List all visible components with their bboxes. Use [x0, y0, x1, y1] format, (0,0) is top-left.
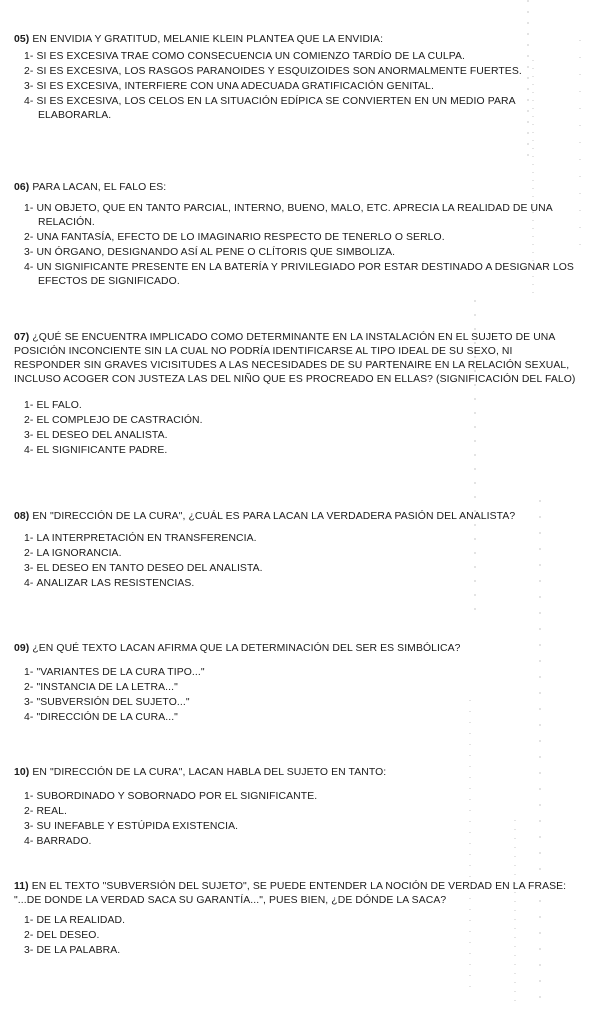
- option-text: "DIRECCIÓN DE LA CURA...": [36, 712, 178, 723]
- option-item: [14, 562, 580, 576]
- option-number: 4-: [24, 578, 34, 589]
- option-item: [14, 929, 580, 943]
- option-number: 2-: [24, 232, 34, 243]
- option-number: 1-: [24, 51, 34, 62]
- option-list: [14, 532, 580, 591]
- option-text: UN ÓRGANO, DESIGNANDO ASÍ AL PENE O CLÍTORIS QUE SIMBOLIZA.: [36, 247, 396, 258]
- question-10: [14, 766, 580, 850]
- option-number: 1-: [24, 533, 34, 544]
- question-stem: [14, 642, 580, 656]
- option-number: 4-: [24, 262, 34, 273]
- option-text: BARRADO.: [36, 836, 92, 847]
- option-number: 2-: [24, 548, 34, 559]
- question-stem: [14, 181, 580, 195]
- question-number: 06): [14, 182, 30, 193]
- question-number: 05): [14, 34, 30, 45]
- question-text: EN ENVIDIA Y GRATITUD, MELANIE KLEIN PLANTEA QUE LA ENVIDIA:: [32, 34, 384, 45]
- option-item: [14, 666, 580, 680]
- option-number: 1-: [24, 203, 34, 214]
- question-stem: [14, 766, 580, 780]
- option-number: 1-: [24, 915, 34, 926]
- option-item: [14, 835, 580, 849]
- option-number: 3-: [24, 81, 34, 92]
- option-item: [14, 399, 580, 413]
- option-text: SI ES EXCESIVA TRAE COMO CONSECUENCIA UN COMIENZO TARDÍO DE LA CULPA.: [36, 51, 466, 62]
- option-text: ANALIZAR LAS RESISTENCIAS.: [36, 578, 195, 589]
- option-number: 1-: [24, 791, 34, 802]
- question-08: [14, 510, 580, 592]
- option-item: [14, 577, 580, 591]
- option-item: [14, 80, 580, 94]
- option-item: [14, 805, 580, 819]
- option-item: [14, 95, 580, 123]
- option-text: UN SIGNIFICANTE PRESENTE EN LA BATERÍA Y PRIVILEGIADO POR ESTAR DESTINADO A DESIGNAR LOS EFECTOS DE SIGNIFICADO.: [36, 262, 574, 287]
- question-text: EN "DIRECCIÓN DE LA CURA", LACAN HABLA DEL SUJETO EN TANTO:: [32, 767, 387, 778]
- question-number: 08): [14, 511, 30, 522]
- option-text: SUBORDINADO Y SOBORNADO POR EL SIGNIFICANTE.: [36, 791, 318, 802]
- option-number: 1-: [24, 400, 34, 411]
- question-stem: [14, 33, 580, 47]
- option-number: 2-: [24, 930, 34, 941]
- question-05: [14, 33, 580, 124]
- option-list: [14, 202, 580, 289]
- option-list: [14, 666, 580, 725]
- option-number: 3-: [24, 247, 34, 258]
- option-text: EL DESEO EN TANTO DESEO DEL ANALISTA.: [36, 563, 263, 574]
- question-06: [14, 181, 580, 290]
- option-text: LA INTERPRETACIÓN EN TRANSFERENCIA.: [36, 533, 257, 544]
- option-number: 4-: [24, 712, 34, 723]
- option-text: UNA FANTASÍA, EFECTO DE LO IMAGINARIO RESPECTO DE TENERLO O SERLO.: [36, 232, 445, 243]
- question-09: [14, 642, 580, 726]
- option-number: 3-: [24, 697, 34, 708]
- option-number: 3-: [24, 563, 34, 574]
- question-11: [14, 880, 580, 959]
- option-number: 2-: [24, 415, 34, 426]
- option-text: SI ES EXCESIVA, INTERFIERE CON UNA ADECUADA GRATIFICACIÓN GENITAL.: [36, 81, 434, 92]
- option-item: [14, 261, 580, 289]
- question-text: ¿EN QUÉ TEXTO LACAN AFIRMA QUE LA DETERMINACIÓN DEL SER ES SIMBÓLICA?: [32, 643, 461, 654]
- option-text: EL SIGNIFICANTE PADRE.: [36, 445, 168, 456]
- option-item: [14, 202, 580, 230]
- question-number: 10): [14, 767, 30, 778]
- option-text: UN OBJETO, QUE EN TANTO PARCIAL, INTERNO, BUENO, MALO, ETC. APRECIA LA REALIDAD DE UNA RELACIÓN.: [36, 203, 553, 228]
- question-text: ¿QUÉ SE ENCUENTRA IMPLICADO COMO DETERMINANTE EN LA INSTALACIÓN EN EL SUJETO DE UNA POSICIÓN INCONCIENTE SIN LA CUAL NO PODRÍA IDENTIFICARSE AL TIPO IDEAL DE SU SEXO, NI RESPONDER SIN GRAVES VICISITUDES A LAS NECESIDADES DE SU PARTENAIRE EN LA RELACIÓN SEXUAL, INCLUSO ACOGER CON JUSTEZA LAS DEL NIÑO QUE ES PROCREADO EN ELLAS? (SIGNIFICACIÓN DEL FALO): [14, 332, 576, 385]
- question-07: [14, 331, 580, 459]
- option-text: DEL DESEO.: [36, 930, 100, 941]
- question-number: 09): [14, 643, 30, 654]
- option-list: [14, 50, 580, 123]
- option-item: [14, 820, 580, 834]
- option-item: [14, 944, 580, 958]
- option-text: EL COMPLEJO DE CASTRACIÓN.: [36, 415, 203, 426]
- option-text: SI ES EXCESIVA, LOS CELOS EN LA SITUACIÓN EDÍPICA SE CONVIERTEN EN UN MEDIO PARA ELABORARLA.: [36, 96, 516, 121]
- option-item: [14, 696, 580, 710]
- question-text: PARA LACAN, EL FALO ES:: [32, 182, 167, 193]
- option-number: 4-: [24, 445, 34, 456]
- option-text: "VARIANTES DE LA CURA TIPO...": [36, 667, 205, 678]
- option-item: [14, 246, 580, 260]
- option-text: DE LA PALABRA.: [36, 945, 121, 956]
- option-item: [14, 50, 580, 64]
- option-number: 4-: [24, 96, 34, 107]
- option-list: [14, 790, 580, 849]
- question-text: EN EL TEXTO "SUBVERSIÓN DEL SUJETO", SE PUEDE ENTENDER LA NOCIÓN DE VERDAD EN LA FRASE: "...DE DONDE LA VERDAD SACA SU GARANTÍA...", PUES BIEN, ¿DE DÓNDE LA SACA?: [14, 881, 567, 906]
- question-number: 07): [14, 332, 30, 343]
- option-number: 2-: [24, 66, 34, 77]
- option-text: "SUBVERSIÓN DEL SUJETO...": [36, 697, 190, 708]
- question-stem: [14, 510, 580, 524]
- option-number: 2-: [24, 806, 34, 817]
- option-item: [14, 790, 580, 804]
- option-text: SU INEFABLE Y ESTÚPIDA EXISTENCIA.: [36, 821, 239, 832]
- option-text: LA IGNORANCIA.: [36, 548, 122, 559]
- option-number: 2-: [24, 682, 34, 693]
- option-item: [14, 914, 580, 928]
- option-text: "INSTANCIA DE LA LETRA...": [36, 682, 178, 693]
- question-stem: [14, 880, 580, 908]
- option-number: 3-: [24, 430, 34, 441]
- question-stem: [14, 331, 580, 387]
- option-item: [14, 681, 580, 695]
- option-text: EL FALO.: [36, 400, 82, 411]
- question-text: EN "DIRECCIÓN DE LA CURA", ¿CUÁL ES PARA LACAN LA VERDADERA PASIÓN DEL ANALISTA?: [32, 511, 516, 522]
- option-number: 3-: [24, 945, 34, 956]
- option-text: DE LA REALIDAD.: [36, 915, 126, 926]
- option-item: [14, 65, 580, 79]
- option-text: EL DESEO DEL ANALISTA.: [36, 430, 168, 441]
- option-item: [14, 231, 580, 245]
- option-item: [14, 711, 580, 725]
- option-list: [14, 914, 580, 958]
- question-number: 11): [14, 881, 29, 892]
- option-item: [14, 547, 580, 561]
- option-text: SI ES EXCESIVA, LOS RASGOS PARANOIDES Y ESQUIZOIDES SON ANORMALMENTE FUERTES.: [36, 66, 522, 77]
- option-number: 3-: [24, 821, 34, 832]
- option-item: [14, 414, 580, 428]
- option-item: [14, 444, 580, 458]
- option-item: [14, 532, 580, 546]
- option-list: [14, 399, 580, 458]
- option-item: [14, 429, 580, 443]
- option-number: 4-: [24, 836, 34, 847]
- option-text: REAL.: [36, 806, 67, 817]
- option-number: 1-: [24, 667, 34, 678]
